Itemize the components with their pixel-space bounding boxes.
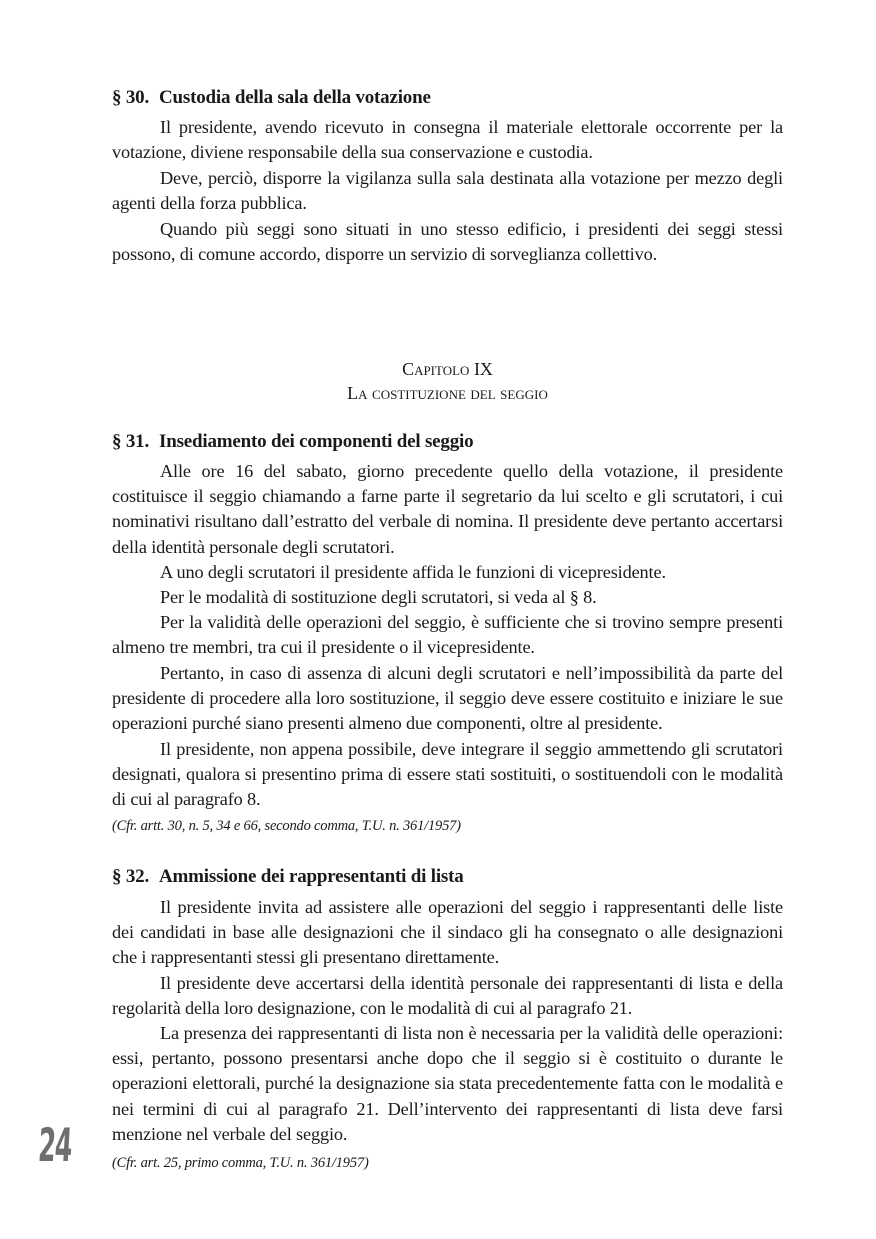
section-heading-31 [112,431,473,453]
legal-citation: (Cfr. artt. 30, n. 5, 34 e 66, secondo comma, T.U. n. 361/1957) [112,818,461,834]
section-number: § 30. [112,87,150,108]
page-number: 24 [36,1118,74,1172]
section-heading-32 [112,866,464,888]
paragraph: A uno degli scrutatori il presidente affida le funzioni di vicepresidente. [160,562,666,582]
legal-citation: (Cfr. art. 25, primo comma, T.U. n. 361/1957) [112,1155,369,1171]
paragraph: Il presidente deve accertarsi della identità personale dei rappresentanti di lista e della regolarità della loro designazione, con le modalità di cui al paragrafo 21. [112,973,783,1019]
section-number: § 32. [112,866,150,887]
paragraph: Per le modalità di sostituzione degli scrutatori, si veda al § 8. [160,587,597,607]
paragraph: Alle ore 16 del sabato, giorno precedente quello della votazione, il presidente costituisce il seggio chiamando a farne parte il segretario da lui scelto e gli scrutatori, i cui nominativi risultano dall’estratto del verbale di nomina. Il presidente deve pertanto accertarsi della identità personale degli scrutatori. [112,461,783,557]
section-number: § 31. [112,431,150,452]
section-heading-30 [112,87,431,109]
section-title: Ammissione dei rappresentanti di lista [159,866,464,887]
paragraph: Pertanto, in caso di assenza di alcuni degli scrutatori e nell’impossibilità da parte del presidente di procedere alla loro sostituzione, il seggio deve essere costituito e iniziare le sue operazioni purché siano presenti almeno due componenti, oltre al presidente. [112,663,783,734]
chapter-label: Capitolo IX [402,359,493,379]
paragraph: Quando più seggi sono situati in uno stesso edificio, i presidenti dei seggi stessi possono, di comune accordo, disporre un servizio di sorveglianza collettivo. [112,219,783,265]
paragraph: Il presidente invita ad assistere alle operazioni del seggio i rappresentanti delle liste dei candidati in base alle designazioni che il sindaco gli ha consegnato o alle designazioni che i rappresentanti stessi gli presentano direttamente. [112,897,783,968]
paragraph: Per la validità delle operazioni del seggio, è sufficiente che si trovino sempre presenti almeno tre membri, tra cui il presidente o il vicepresidente. [112,612,783,658]
section-title: Custodia della sala della votazione [159,87,431,108]
chapter-title: La costituzione del seggio [347,383,548,403]
section-title: Insediamento dei componenti del seggio [159,431,474,452]
paragraph: Il presidente, non appena possibile, deve integrare il seggio ammettendo gli scrutatori designati, qualora si presentino prima di essere stati sostituiti, o sostituendoli con le modalità di cui al paragrafo 8. [112,739,783,810]
paragraph: Deve, perciò, disporre la vigilanza sulla sala destinata alla votazione per mezzo degli agenti della forza pubblica. [112,168,783,214]
paragraph: La presenza dei rappresentanti di lista non è necessaria per la validità delle operazioni: essi, pertanto, possono presentarsi anche dopo che il seggio si è costituito o durante le operazioni elettorali, purché la designazione sia stata precedentemente fatta con le modalità e nei termini di cui al paragrafo 21. Dell’intervento dei rappresentanti di lista deve farsi menzione nel verbale del seggio. [112,1023,783,1144]
paragraph: Il presidente, avendo ricevuto in consegna il materiale elettorale occorrente per la votazione, diviene responsabile della sua conservazione e custodia. [112,117,783,163]
